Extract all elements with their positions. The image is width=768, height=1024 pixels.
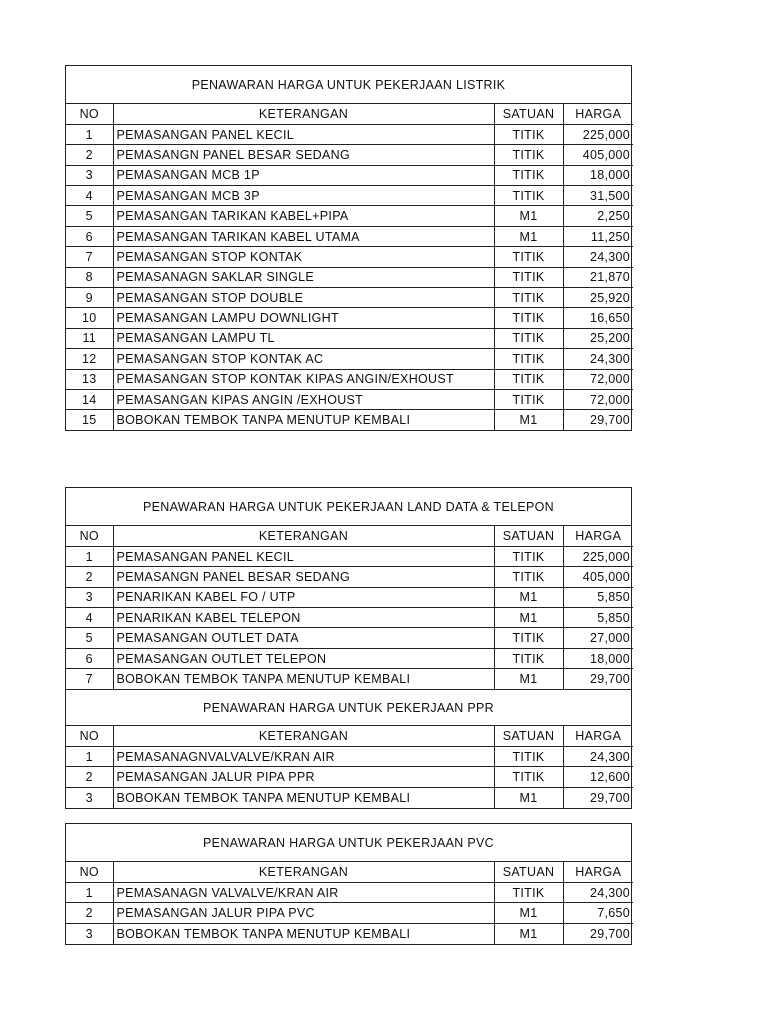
table-row: [66, 747, 633, 767]
header-harga: HARGA: [563, 862, 633, 882]
table-row: [66, 267, 633, 287]
table-row: [66, 308, 633, 328]
row-no: 10: [66, 308, 113, 328]
row-harga: 31,500: [563, 186, 633, 206]
row-harga: 27,000: [563, 628, 633, 648]
row-keterangan: PENARIKAN KABEL FO / UTP: [113, 587, 494, 607]
listrik-rows: [66, 104, 633, 430]
row-satuan: M1: [494, 226, 563, 246]
table-row: [66, 389, 633, 409]
row-keterangan: BOBOKAN TEMBOK TANPA MENUTUP KEMBALI: [113, 669, 494, 689]
listrik-table: [66, 104, 633, 430]
row-no: 4: [66, 608, 113, 628]
header-harga: HARGA: [563, 726, 633, 746]
row-satuan: TITIK: [494, 882, 563, 902]
row-satuan: TITIK: [494, 328, 563, 348]
header-satuan: SATUAN: [494, 726, 563, 746]
row-satuan: TITIK: [494, 546, 563, 566]
row-no: 11: [66, 328, 113, 348]
row-keterangan: BOBOKAN TEMBOK TANPA MENUTUP KEMBALI: [113, 410, 494, 430]
table-header-row: [66, 726, 633, 746]
row-harga: 11,250: [563, 226, 633, 246]
row-satuan: TITIK: [494, 628, 563, 648]
row-no: 2: [66, 567, 113, 587]
row-satuan: TITIK: [494, 308, 563, 328]
row-no: 2: [66, 767, 113, 787]
row-harga: 5,850: [563, 608, 633, 628]
row-harga: 405,000: [563, 567, 633, 587]
row-keterangan: PEMASANAGN VALVALVE/KRAN AIR: [113, 882, 494, 902]
row-harga: 21,870: [563, 267, 633, 287]
row-satuan: TITIK: [494, 369, 563, 389]
row-harga: 72,000: [563, 369, 633, 389]
row-harga: 24,300: [563, 247, 633, 267]
table-row: [66, 587, 633, 607]
row-satuan: TITIK: [494, 165, 563, 185]
row-no: 5: [66, 628, 113, 648]
header-no: NO: [66, 726, 113, 746]
landdata-title: PENAWARAN HARGA UNTUK PEKERJAAN LAND DATA & TELEPON: [66, 488, 631, 526]
row-harga: 29,700: [563, 669, 633, 689]
row-satuan: M1: [494, 923, 563, 943]
ppr-table: [66, 726, 633, 808]
table-row: [66, 923, 633, 943]
row-satuan: TITIK: [494, 247, 563, 267]
header-keterangan: KETERANGAN: [113, 104, 494, 124]
ppr-rows: [66, 726, 633, 808]
row-no: 6: [66, 226, 113, 246]
row-no: 1: [66, 124, 113, 144]
table-row: [66, 124, 633, 144]
row-harga: 24,300: [563, 349, 633, 369]
row-keterangan: PEMASANGAN STOP KONTAK: [113, 247, 494, 267]
table-row: [66, 767, 633, 787]
row-no: 12: [66, 349, 113, 369]
row-harga: 225,000: [563, 124, 633, 144]
row-no: 3: [66, 923, 113, 943]
row-keterangan: PEMASANGAN PANEL KECIL: [113, 124, 494, 144]
header-keterangan: KETERANGAN: [113, 526, 494, 546]
row-satuan: TITIK: [494, 186, 563, 206]
row-satuan: TITIK: [494, 145, 563, 165]
row-no: 8: [66, 267, 113, 287]
row-satuan: TITIK: [494, 349, 563, 369]
row-harga: 18,000: [563, 648, 633, 668]
row-satuan: TITIK: [494, 267, 563, 287]
row-harga: 24,300: [563, 882, 633, 902]
row-harga: 72,000: [563, 389, 633, 409]
pvc-table: [66, 862, 633, 944]
row-harga: 18,000: [563, 165, 633, 185]
table-row: [66, 648, 633, 668]
row-no: 14: [66, 389, 113, 409]
row-keterangan: PEMASANGN PANEL BESAR SEDANG: [113, 145, 494, 165]
row-no: 3: [66, 165, 113, 185]
header-harga: HARGA: [563, 104, 633, 124]
table-header-row: [66, 862, 633, 882]
row-satuan: TITIK: [494, 767, 563, 787]
table-row: [66, 787, 633, 807]
table-row: [66, 608, 633, 628]
row-no: 3: [66, 787, 113, 807]
row-no: 4: [66, 186, 113, 206]
row-keterangan: PEMASANGAN OUTLET TELEPON: [113, 648, 494, 668]
table-header-row: [66, 526, 633, 546]
header-no: NO: [66, 526, 113, 546]
table-row: [66, 369, 633, 389]
header-keterangan: KETERANGAN: [113, 726, 494, 746]
header-satuan: SATUAN: [494, 526, 563, 546]
header-keterangan: KETERANGAN: [113, 862, 494, 882]
row-keterangan: PEMASANGAN JALUR PIPA PPR: [113, 767, 494, 787]
row-no: 3: [66, 587, 113, 607]
table-row: [66, 903, 633, 923]
row-harga: 29,700: [563, 923, 633, 943]
table-row: [66, 165, 633, 185]
row-harga: 25,920: [563, 288, 633, 308]
row-harga: 29,700: [563, 410, 633, 430]
pvc-section: [65, 823, 632, 945]
table-header-row: [66, 104, 633, 124]
table-row: [66, 145, 633, 165]
header-harga: HARGA: [563, 526, 633, 546]
row-no: 1: [66, 546, 113, 566]
row-no: 1: [66, 882, 113, 902]
table-row: [66, 410, 633, 430]
header-no: NO: [66, 862, 113, 882]
row-keterangan: PEMASANGN PANEL BESAR SEDANG: [113, 567, 494, 587]
row-no: 9: [66, 288, 113, 308]
table-row: [66, 349, 633, 369]
row-satuan: TITIK: [494, 389, 563, 409]
ppr-title: PENAWARAN HARGA UNTUK PEKERJAAN PPR: [66, 689, 631, 726]
row-keterangan: BOBOKAN TEMBOK TANPA MENUTUP KEMBALI: [113, 923, 494, 943]
row-no: 2: [66, 145, 113, 165]
row-satuan: M1: [494, 903, 563, 923]
landdata-rows: [66, 526, 633, 689]
row-harga: 2,250: [563, 206, 633, 226]
row-satuan: TITIK: [494, 747, 563, 767]
row-keterangan: PEMASANGAN LAMPU TL: [113, 328, 494, 348]
pvc-rows: [66, 862, 633, 944]
row-keterangan: PEMASANGAN STOP KONTAK KIPAS ANGIN/EXHOUST: [113, 369, 494, 389]
landdata-table: [66, 526, 633, 689]
row-satuan: M1: [494, 206, 563, 226]
table-row: [66, 328, 633, 348]
row-satuan: M1: [494, 787, 563, 807]
row-keterangan: PEMASANAGNVALVALVE/KRAN AIR: [113, 747, 494, 767]
row-no: 2: [66, 903, 113, 923]
row-keterangan: PEMASANGAN JALUR PIPA PVC: [113, 903, 494, 923]
row-harga: 25,200: [563, 328, 633, 348]
row-keterangan: PEMASANGAN PANEL KECIL: [113, 546, 494, 566]
row-keterangan: PEMASANGAN MCB 1P: [113, 165, 494, 185]
table-row: [66, 669, 633, 689]
row-satuan: TITIK: [494, 648, 563, 668]
row-no: 6: [66, 648, 113, 668]
table-row: [66, 247, 633, 267]
table-row: [66, 288, 633, 308]
row-keterangan: PEMASANGAN TARIKAN KABEL+PIPA: [113, 206, 494, 226]
row-harga: 16,650: [563, 308, 633, 328]
table-row: [66, 882, 633, 902]
row-keterangan: PEMASANGAN STOP KONTAK AC: [113, 349, 494, 369]
row-keterangan: PEMASANGAN TARIKAN KABEL UTAMA: [113, 226, 494, 246]
row-satuan: TITIK: [494, 124, 563, 144]
row-keterangan: PENARIKAN KABEL TELEPON: [113, 608, 494, 628]
row-no: 7: [66, 247, 113, 267]
row-harga: 29,700: [563, 787, 633, 807]
table-row: [66, 206, 633, 226]
row-keterangan: PEMASANAGN SAKLAR SINGLE: [113, 267, 494, 287]
header-no: NO: [66, 104, 113, 124]
row-harga: 5,850: [563, 587, 633, 607]
row-no: 13: [66, 369, 113, 389]
row-no: 5: [66, 206, 113, 226]
row-satuan: TITIK: [494, 567, 563, 587]
row-keterangan: BOBOKAN TEMBOK TANPA MENUTUP KEMBALI: [113, 787, 494, 807]
row-harga: 7,650: [563, 903, 633, 923]
row-keterangan: PEMASANGAN MCB 3P: [113, 186, 494, 206]
row-satuan: M1: [494, 608, 563, 628]
table-row: [66, 628, 633, 648]
pvc-title: PENAWARAN HARGA UNTUK PEKERJAAN PVC: [66, 824, 631, 862]
row-satuan: M1: [494, 410, 563, 430]
row-satuan: TITIK: [494, 288, 563, 308]
row-keterangan: PEMASANGAN STOP DOUBLE: [113, 288, 494, 308]
landdata-section: [65, 487, 632, 809]
table-row: [66, 226, 633, 246]
table-row: [66, 546, 633, 566]
row-harga: 225,000: [563, 546, 633, 566]
row-harga: 24,300: [563, 747, 633, 767]
row-no: 1: [66, 747, 113, 767]
listrik-title: PENAWARAN HARGA UNTUK PEKERJAAN LISTRIK: [66, 66, 631, 104]
row-no: 7: [66, 669, 113, 689]
header-satuan: SATUAN: [494, 862, 563, 882]
table-row: [66, 186, 633, 206]
table-row: [66, 567, 633, 587]
listrik-section: [65, 65, 632, 431]
row-satuan: M1: [494, 587, 563, 607]
row-satuan: M1: [494, 669, 563, 689]
header-satuan: SATUAN: [494, 104, 563, 124]
row-keterangan: PEMASANGAN KIPAS ANGIN /EXHOUST: [113, 389, 494, 409]
row-keterangan: PEMASANGAN OUTLET DATA: [113, 628, 494, 648]
row-keterangan: PEMASANGAN LAMPU DOWNLIGHT: [113, 308, 494, 328]
row-harga: 405,000: [563, 145, 633, 165]
row-harga: 12,600: [563, 767, 633, 787]
row-no: 15: [66, 410, 113, 430]
